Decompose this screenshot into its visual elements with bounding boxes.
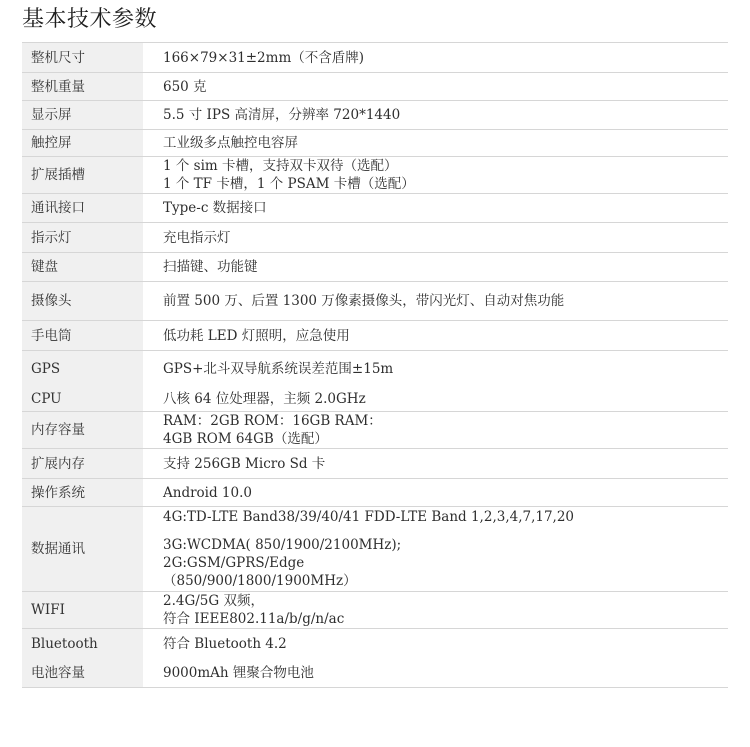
spec-value-line: 166×79×31±2mm（不含盾牌): [163, 49, 365, 66]
spec-row: [22, 479, 728, 507]
spec-row: [22, 130, 728, 157]
spec-row: [22, 507, 728, 592]
spec-key: GPS: [22, 351, 143, 387]
column-gap: [143, 507, 151, 592]
spec-value-line: 2G:GSM/GPRS/Edge: [163, 555, 305, 571]
spec-value: [151, 73, 728, 101]
spec-value: [151, 223, 728, 253]
spec-value: [151, 321, 728, 351]
spec-row: [22, 351, 728, 387]
spec-value: [151, 629, 728, 659]
spec-value-line: 1 个 sim 卡槽，支持双卡双待（选配）: [163, 158, 398, 174]
spec-row: [22, 73, 728, 101]
spec-key: WIFI: [22, 592, 143, 629]
spec-value: [151, 194, 728, 223]
spec-row: [22, 282, 728, 321]
column-gap: [143, 282, 151, 321]
spec-value-line: 5.5 寸 IPS 高清屏，分辨率 720*1440: [163, 107, 401, 123]
spec-value-line: 充电指示灯: [163, 229, 231, 246]
spec-key: 键盘: [22, 253, 143, 282]
column-gap: [143, 412, 151, 449]
column-gap: [143, 479, 151, 507]
spec-key: 电池容量: [22, 659, 143, 688]
spec-key: 扩展插槽: [22, 157, 143, 194]
spec-value-line: （850/900/1800/1900MHz）: [163, 573, 357, 589]
spec-value: [151, 592, 728, 629]
spec-key: 扩展内存: [22, 449, 143, 479]
spec-value-line: 4GB ROM 64GB（选配）: [163, 431, 328, 447]
column-gap: [143, 194, 151, 223]
spec-value-line: Android 10.0: [163, 484, 252, 501]
spec-key: CPU: [22, 387, 143, 412]
spec-value: [151, 659, 728, 688]
spec-row: [22, 387, 728, 412]
spec-value-line: 符合 Bluetooth 4.2: [163, 635, 287, 652]
spec-value: [151, 101, 728, 130]
spec-row: [22, 449, 728, 479]
spec-row: [22, 43, 728, 73]
spec-value-line: 650 克: [163, 78, 207, 95]
spec-key: 内存容量: [22, 412, 143, 449]
spec-row: [22, 194, 728, 223]
spec-value: [151, 449, 728, 479]
spec-value-line: 4G:TD-LTE Band38/39/40/41 FDD-LTE Band 1,2,3,4,7,17,20: [163, 509, 575, 525]
spec-key: 整机重量: [22, 73, 143, 101]
spec-key: Bluetooth: [22, 629, 143, 659]
spec-value-line: 支持 256GB Micro Sd 卡: [163, 455, 326, 472]
page-title: 基本技术参数: [22, 7, 158, 32]
spec-row: [22, 592, 728, 629]
spec-row: [22, 321, 728, 351]
column-gap: [143, 253, 151, 282]
spec-value: [151, 253, 728, 282]
spec-key: 指示灯: [22, 223, 143, 253]
spec-key: 通讯接口: [22, 194, 143, 223]
spec-key: 整机尺寸: [22, 43, 143, 73]
column-gap: [143, 73, 151, 101]
column-gap: [143, 659, 151, 688]
spec-value-line: 2.4G/5G 双频，: [163, 593, 264, 609]
spec-value-line: 1 个 TF 卡槽，1 个 PSAM 卡槽（选配）: [163, 176, 415, 192]
column-gap: [143, 449, 151, 479]
column-gap: [143, 387, 151, 412]
spec-key: 手电筒: [22, 321, 143, 351]
spec-value: [151, 412, 728, 449]
spec-key: 摄像头: [22, 282, 143, 321]
spec-row: [22, 412, 728, 449]
column-gap: [143, 101, 151, 130]
spec-row: [22, 253, 728, 282]
spec-key: 显示屏: [22, 101, 143, 130]
column-gap: [143, 130, 151, 157]
spec-value-line: 八核 64 位处理器，主频 2.0GHz: [163, 390, 366, 407]
spec-row: [22, 629, 728, 659]
spec-value-line: 9000mAh 锂聚合物电池: [163, 664, 314, 681]
spec-value: [151, 157, 728, 194]
spec-value: [151, 387, 728, 412]
spec-value: [151, 351, 728, 387]
spec-row: [22, 101, 728, 130]
spec-value-line: 符合 IEEE802.11a/b/g/n/ac: [163, 611, 345, 627]
spec-key: 触控屏: [22, 130, 143, 157]
column-gap: [143, 223, 151, 253]
spec-value-line: GPS+北斗双导航系统误差范围±15m: [163, 360, 394, 377]
column-gap: [143, 321, 151, 351]
spec-row: [22, 223, 728, 253]
spec-value-line: 工业级多点触控电容屏: [163, 135, 298, 151]
spec-value-line: Type-c 数据接口: [163, 200, 267, 216]
spec-value: [151, 282, 728, 321]
spec-value: [151, 43, 728, 73]
spec-value-line: 前置 500 万、后置 1300 万像素摄像头，带闪光灯、自动对焦功能: [163, 293, 565, 309]
column-gap: [143, 629, 151, 659]
spec-value: [151, 479, 728, 507]
spec-value-line: 3G:WCDMA( 850/1900/2100MHz);: [163, 537, 402, 553]
column-gap: [143, 592, 151, 629]
spec-value: [151, 130, 728, 157]
spec-row: [22, 659, 728, 688]
spec-value-line: 扫描键、功能键: [163, 259, 258, 275]
column-gap: [143, 157, 151, 194]
spec-value-line: RAM：2GB ROM：16GB RAM：: [163, 413, 382, 429]
spec-value-line: 低功耗 LED 灯照明，应急使用: [163, 327, 350, 344]
spec-key: 数据通讯: [22, 507, 143, 592]
column-gap: [143, 43, 151, 73]
spec-value: [151, 507, 728, 592]
spec-key: 操作系统: [22, 479, 143, 507]
spec-row: [22, 157, 728, 194]
column-gap: [143, 351, 151, 387]
spec-table: [22, 42, 728, 688]
